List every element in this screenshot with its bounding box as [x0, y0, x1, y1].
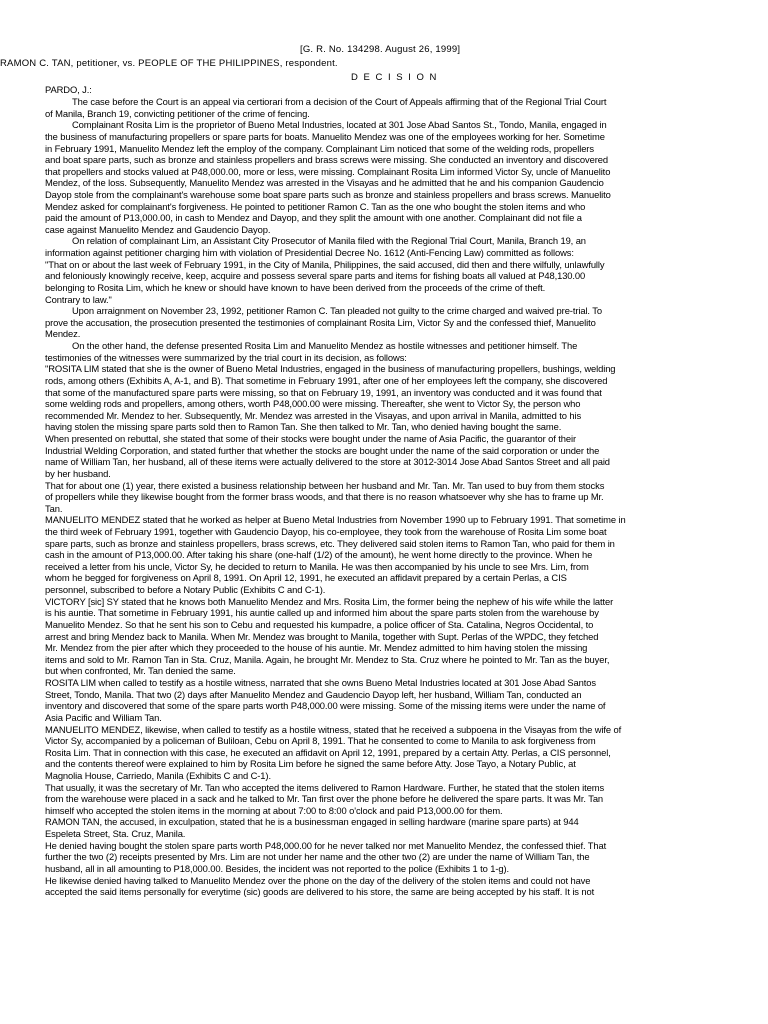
- body-line: items and sold to Mr. Ramon Tan in Sta. Cruz, Manila. Again, he brought Mr. Mendez to Sta. Cruz where he pointed to Mr. Tan as the buyer,: [45, 653, 610, 665]
- body-line: Espeleta Street, Sta. Cruz, Manila.: [45, 828, 186, 840]
- case-citation: [G. R. No. 134298. August 26, 1999]: [300, 44, 461, 55]
- body-line: and the contents thereof were explained to him by Rosita Lim before he signed the same before Atty. Jose Tayo, a Notary Public, at: [45, 758, 576, 770]
- case-parties: RAMON C. TAN, petitioner, vs. PEOPLE OF THE PHILIPPINES, respondent.: [0, 58, 338, 69]
- body-line: Tan.: [45, 502, 63, 514]
- body-line: He likewise denied having talked to Manuelito Mendez over the phone on the day of the delivery of the stolen items and could not have: [45, 874, 591, 886]
- body-line: Contrary to law.": [45, 293, 112, 305]
- body-line: that some of the manufactured spare parts were missing, so that on February 19, 1991, an inventory was conducted and it was found that: [45, 386, 602, 398]
- body-line: paid the amount of P13,000.00, in cash to Mendez and Dayop, and they split the amount with one another. Complainant did not file a: [45, 212, 582, 224]
- body-line: name of William Tan, her husband, all of these items were actually delivered to the store at 3012-3014 Jose Abad Santos Street and all paid: [45, 456, 610, 468]
- body-line: Upon arraignment on November 23, 1992, petitioner Ramon C. Tan pleaded not guilty to the crime charged and waived pre-trial. To: [72, 305, 602, 317]
- body-line: "That on or about the last week of February 1991, in the City of Manila, Philippines, the said accused, did then and there wilfully, unlawfully: [45, 258, 605, 270]
- body-line: arrest and bring Mendez back to Manila. When Mr. Mendez was brought to Manila, together with Supt. Perlas of the WPDC, they fetched: [45, 630, 599, 642]
- body-line: Complainant Rosita Lim is the proprietor of Bueno Metal Industries, located at 301 Jose Abad Santos St., Tondo, Manila, engaged in: [72, 119, 607, 131]
- body-line: When presented on rebuttal, she stated that some of their stocks were bought under the name of Asia Pacific, the guarantor of their: [45, 433, 576, 444]
- body-line: accepted the said items personally for everytime (sic) goods are delivered to his store, the same are being accepted by his staff. It is not: [45, 886, 595, 898]
- body-line: by her husband.: [45, 467, 111, 479]
- ponente: PARDO, J.:: [45, 84, 92, 95]
- body-line: Mr. Mendez from the pier after which they proceeded to the house of his auntie. Mr. Mendez admitted to him having stolen the missing: [45, 642, 588, 654]
- body-line: rods, among others (Exhibits A, A-1, and B). That sometime in February 1991, after one of her employees left the company, she discovered: [45, 374, 608, 386]
- body-line: in February 1991, Manuelito Mendez left the employ of the company. Complainant Lim noticed that some of the welding rods, propellers: [45, 142, 594, 154]
- body-line: VICTORY [sic] SY stated that he knows both Manuelito Mendez and Mrs. Rosita Lim, the former being the nephew of his wife while the latter: [45, 595, 614, 607]
- body-line: Rosita Lim. That in connection with this case, he executed an affidavit on April 12, 1991, prepared by a certain Atty. Perlas, a CIS personnel,: [45, 746, 611, 758]
- body-line: and boat spare parts, such as bronze and stainless propellers and brass screws were missing. She conducted an inventory and discovered: [45, 154, 608, 166]
- body-line: MANUELITO MENDEZ stated that he worked as helper at Bueno Metal Industries from November 1990 up to February 1991. That sometime in: [45, 514, 626, 526]
- body-line: whom he begged for forgiveness on April 8, 1991. On April 12, 1991, he executed an affidavit prepared by a certain Perlas, a CIS: [45, 572, 567, 584]
- body-line: spare parts, such as bronze and stainless propellers, brass screws, etc. They delivered said stolen items to Ramon Tan, who paid for them in: [45, 537, 615, 549]
- body-line: testimonies of the witnesses were summarized by the trial court in its decision, as follows:: [45, 351, 407, 363]
- body-line: the business of manufacturing propellers or spare parts for boats. Manuelito Mendez was one of the employees working for her. Sometime: [45, 130, 605, 142]
- body-line: personnel, subscribed to before a Notary Public (Exhibits C and C-1).: [45, 584, 326, 595]
- body-line: belonging to Rosita Lim, which he knew or should have known to have been derived from the proceeds of the crime of theft.: [45, 281, 546, 293]
- body-line: Street, Tondo, Manila. That two (2) days after Manuelito Mendez and Gaudencio Dayop left, her husband, William Tan, conducted an: [45, 688, 582, 700]
- body-line: case against Manuelito Mendez and Gaudencio Dayop.: [45, 223, 271, 235]
- body-line: MANUELITO MENDEZ, likewise, when called to testify as a hostile witness, stated that he received a subpoena in the Visayas from the wife of: [45, 723, 622, 735]
- body-line: He denied having bought the stolen spare parts worth P48,000.00 for he never talked nor met Manuelito Mendez, the confessed thief. That: [45, 839, 607, 851]
- body-line: but when confronted, Mr. Tan denied the same.: [45, 665, 236, 677]
- body-line: Mendez asked for complainant's forgiveness. He pointed to petitioner Ramon C. Tan as the one who bought the stolen items and who: [45, 200, 586, 212]
- body-line: having stolen the missing spare parts sold then to Ramon Tan. She then talked to Mr. Tan, who denied having bought the same.: [45, 421, 562, 433]
- body-line: cash in the amount of P13,000.00. After taking his share (one-half (1/2) of the amount), he went home directly to the province. When he: [45, 549, 593, 561]
- body-line: that propellers and stocks valued at P48,000.00, more or less, were missing. Complainant Rosita Lim informed Victor Sy, uncle of Manuelito: [45, 165, 611, 177]
- body-line: from the warehouse were placed in a sack and he talked to Mr. Tan first over the phone before he delivered the spare parts. It was Mr. Tan: [45, 793, 604, 805]
- body-line: That usually, it was the secretary of Mr. Tan who accepted the items delivered to Ramon Hardware. Further, he stated that the stolen items: [45, 781, 605, 793]
- body-line: Mendez.: [45, 328, 81, 340]
- document-title: D E C I S I O N: [351, 72, 438, 83]
- body-line: himself who accepted the stolen items in the morning at about 7:00 to 8:00 o'clock and paid P13,000.00 for them.: [45, 804, 503, 816]
- body-line: Asia Pacific and William Tan.: [45, 711, 162, 723]
- body-line: On relation of complainant Lim, an Assistant City Prosecutor of Manila filed with the Regional Trial Court, Manila, Branch 19, an: [72, 235, 586, 247]
- body-line: ROSITA LIM when called to testify as a hostile witness, narrated that she owns Bueno Metal Industries located at 301 Jose Abad Santos: [45, 677, 596, 688]
- body-line: is his auntie. That sometime in February 1991, his auntie called up and informed him about the spare parts stolen from the warehouse by: [45, 607, 599, 619]
- body-line: Victor Sy, accompanied by a policeman of Buliloan, Cebu on April 8, 1991. That he consented to come to Manila to ask forgiveness from: [45, 735, 596, 747]
- body-line: Mendez, of the loss. Subsequently, Manuelito Mendez was arrested in the Visayas and he admitted that he and his companion Gaudencio: [45, 177, 604, 189]
- body-line: The case before the Court is an appeal via certiorari from a decision of the Court of Appeals affirming that of the Regional Trial Court: [72, 96, 607, 107]
- body-line: Dayop stole from the complainant's warehouse some boat spare parts such as bronze and stainless propellers and brass screws. Manuelito: [45, 189, 611, 200]
- body-line: some welding rods and propellers, among others, worth P48,000.00 were missing. Thereafter, she went to Victor Sy, the person who: [45, 398, 581, 410]
- body-line: Industrial Welding Corporation, and stated further that whether the stocks are bought under the name of the said corporation or under the: [45, 444, 600, 456]
- body-line: the third week of February 1991, together with Gaudencio Dayop, his co-employee, they took from the warehouse of Rosita Lim some boat: [45, 525, 607, 537]
- body-line: On the other hand, the defense presented Rosita Lim and Manuelito Mendez as hostile witnesses and petitioner himself. The: [72, 340, 578, 351]
- body-line: further the two (2) receipts presented by Mrs. Lim are not under her name and the other two (2) are under the name of William Tan, the: [45, 851, 590, 863]
- body-line: of propellers while they likewise bought from the former brass woods, and that there is no reason whatsoever why she has to frame up Mr.: [45, 491, 604, 503]
- body-line: Magnolia House, Carriedo, Manila (Exhibits C and C-1).: [45, 770, 271, 781]
- body-line: RAMON TAN, the accused, in exculpation, stated that he is a businessman engaged in selling hardware (marine spare parts) at 944: [45, 816, 579, 828]
- body-line: information against petitioner charging him with violation of Presidential Decree No. 1612 (Anti-Fencing Law) committed as follows:: [45, 247, 574, 259]
- body-line: That for about one (1) year, there existed a business relationship between her husband and Mr. Tan. Mr. Tan used to buy from them stocks: [45, 479, 605, 491]
- body-line: of Manila, Branch 19, convicting petitioner of the crime of fencing.: [45, 107, 310, 119]
- body-line: received a letter from his uncle, Victor Sy, he decided to return to Manila. He was then accompanied by his uncle to see Mrs. Lim, from: [45, 560, 589, 572]
- body-line: inventory and discovered that some of the spare parts worth P48,000.00 were missing. Some of the missing items were under the name of: [45, 700, 606, 712]
- body-line: and feloniously knowingly receive, keep, acquire and possess several spare parts and items for fishing boats all valued at P48,130.00: [45, 270, 586, 282]
- body-line: husband, all in all amounting to P18,000.00. Besides, the incident was not reported to the police (Exhibits 1 to 1-g).: [45, 862, 510, 874]
- body-line: prove the accusation, the prosecution presented the testimonies of complainant Rosita Lim, Victor Sy and the confessed thief, Manuelito: [45, 316, 596, 328]
- body-line: "ROSITA LIM stated that she is the owner of Bueno Metal Industries, engaged in the business of manufacturing propellers, bushings, welding: [45, 363, 616, 375]
- body-line: recommended Mr. Mendez to her. Subsequently, Mr. Mendez was arrested in the Visayas, and upon arrival in Manila, admitted to his: [45, 409, 582, 421]
- body-line: Manuelito Mendez. So that he sent his son to Cebu and requested his kumpadre, a police officer of Sta. Catalina, Negros Occidental, to: [45, 618, 594, 630]
